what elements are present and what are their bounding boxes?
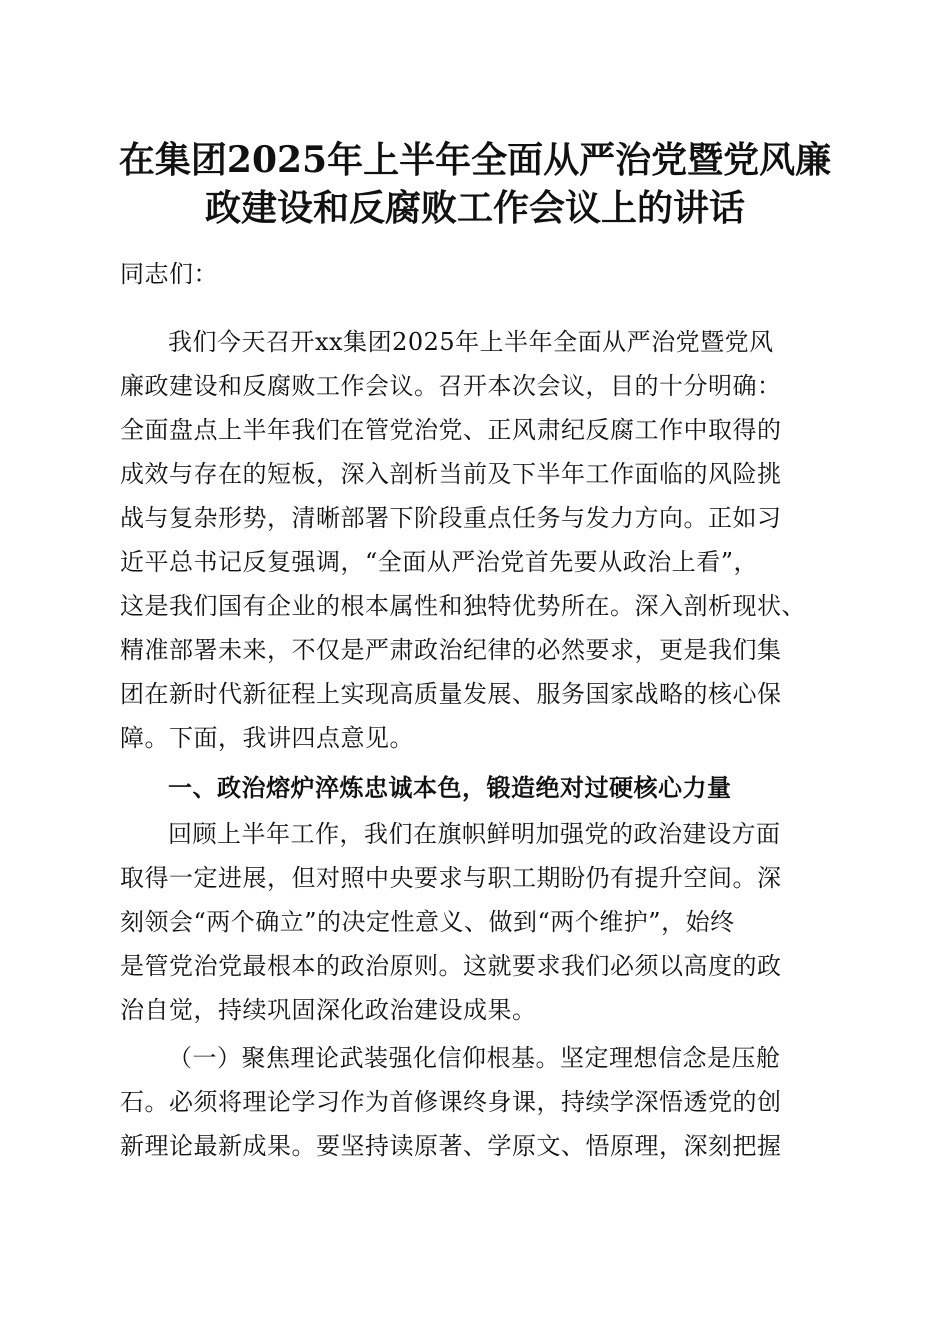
paragraph-line: 是管党治党最根本的政治原则。这就要求我们必须以高度的政 (120, 952, 782, 980)
paragraph-line: 回顾上半年工作，我们在旗帜鲜明加强党的政治建设方面 (168, 820, 781, 848)
salutation: 同志们： (120, 260, 218, 288)
subsection-line: （一）聚焦理论武装强化信仰根基。坚定理想信念是压舱 (168, 1044, 781, 1072)
paragraph-line: 治自觉，持续巩固深化政治建设成果。 (120, 996, 537, 1024)
paragraph-line: 取得一定进展，但对照中央要求与职工期盼仍有提升空间。深 (120, 864, 782, 892)
paragraph-line: 团在新时代新征程上实现高质量发展、服务国家战略的核心保 (120, 680, 782, 708)
document-title-line-1: 在集团2025年上半年全面从严治党暨党风廉 (118, 139, 832, 181)
paragraph-line: 近平总书记反复强调，“全面从严治党首先要从政治上看”， (120, 548, 759, 576)
paragraph-line: 障。下面，我讲四点意见。 (120, 724, 414, 752)
document-title-line-2: 政建设和反腐败工作会议上的讲话 (204, 187, 745, 229)
paragraph-line: 刻领会“两个确立”的决定性意义、做到“两个维护”，始终 (120, 908, 735, 936)
paragraph-line: 精准部署未来，不仅是严肃政治纪律的必然要求，更是我们集 (120, 636, 782, 664)
paragraph-line: 新理论最新成果。要坚持读原著、学原文、悟原理，深刻把握 (120, 1132, 782, 1160)
paragraph-line: 这是我们国有企业的根本属性和独特优势所在。深入剖析现状、 (120, 592, 806, 620)
paragraph-line: 战与复杂形势，清晰部署下阶段重点任务与发力方向。正如习 (120, 504, 782, 532)
paragraph-line: 全面盘点上半年我们在管党治党、正风肃纪反腐工作中取得的 (120, 416, 782, 444)
paragraph-line: 成效与存在的短板，深入剖析当前及下半年工作面临的风险挑 (120, 460, 782, 488)
paragraph-line: 我们今天召开xx集团2025年上半年全面从严治党暨党风 (168, 328, 774, 356)
paragraph-line: 石。必须将理论学习作为首修课终身课，持续学深悟透党的创 (120, 1088, 782, 1116)
paragraph-line: 廉政建设和反腐败工作会议。召开本次会议，目的十分明确： (120, 372, 782, 400)
section-heading: 一、政治熔炉淬炼忠诚本色，锻造绝对过硬核心力量 (168, 774, 732, 802)
